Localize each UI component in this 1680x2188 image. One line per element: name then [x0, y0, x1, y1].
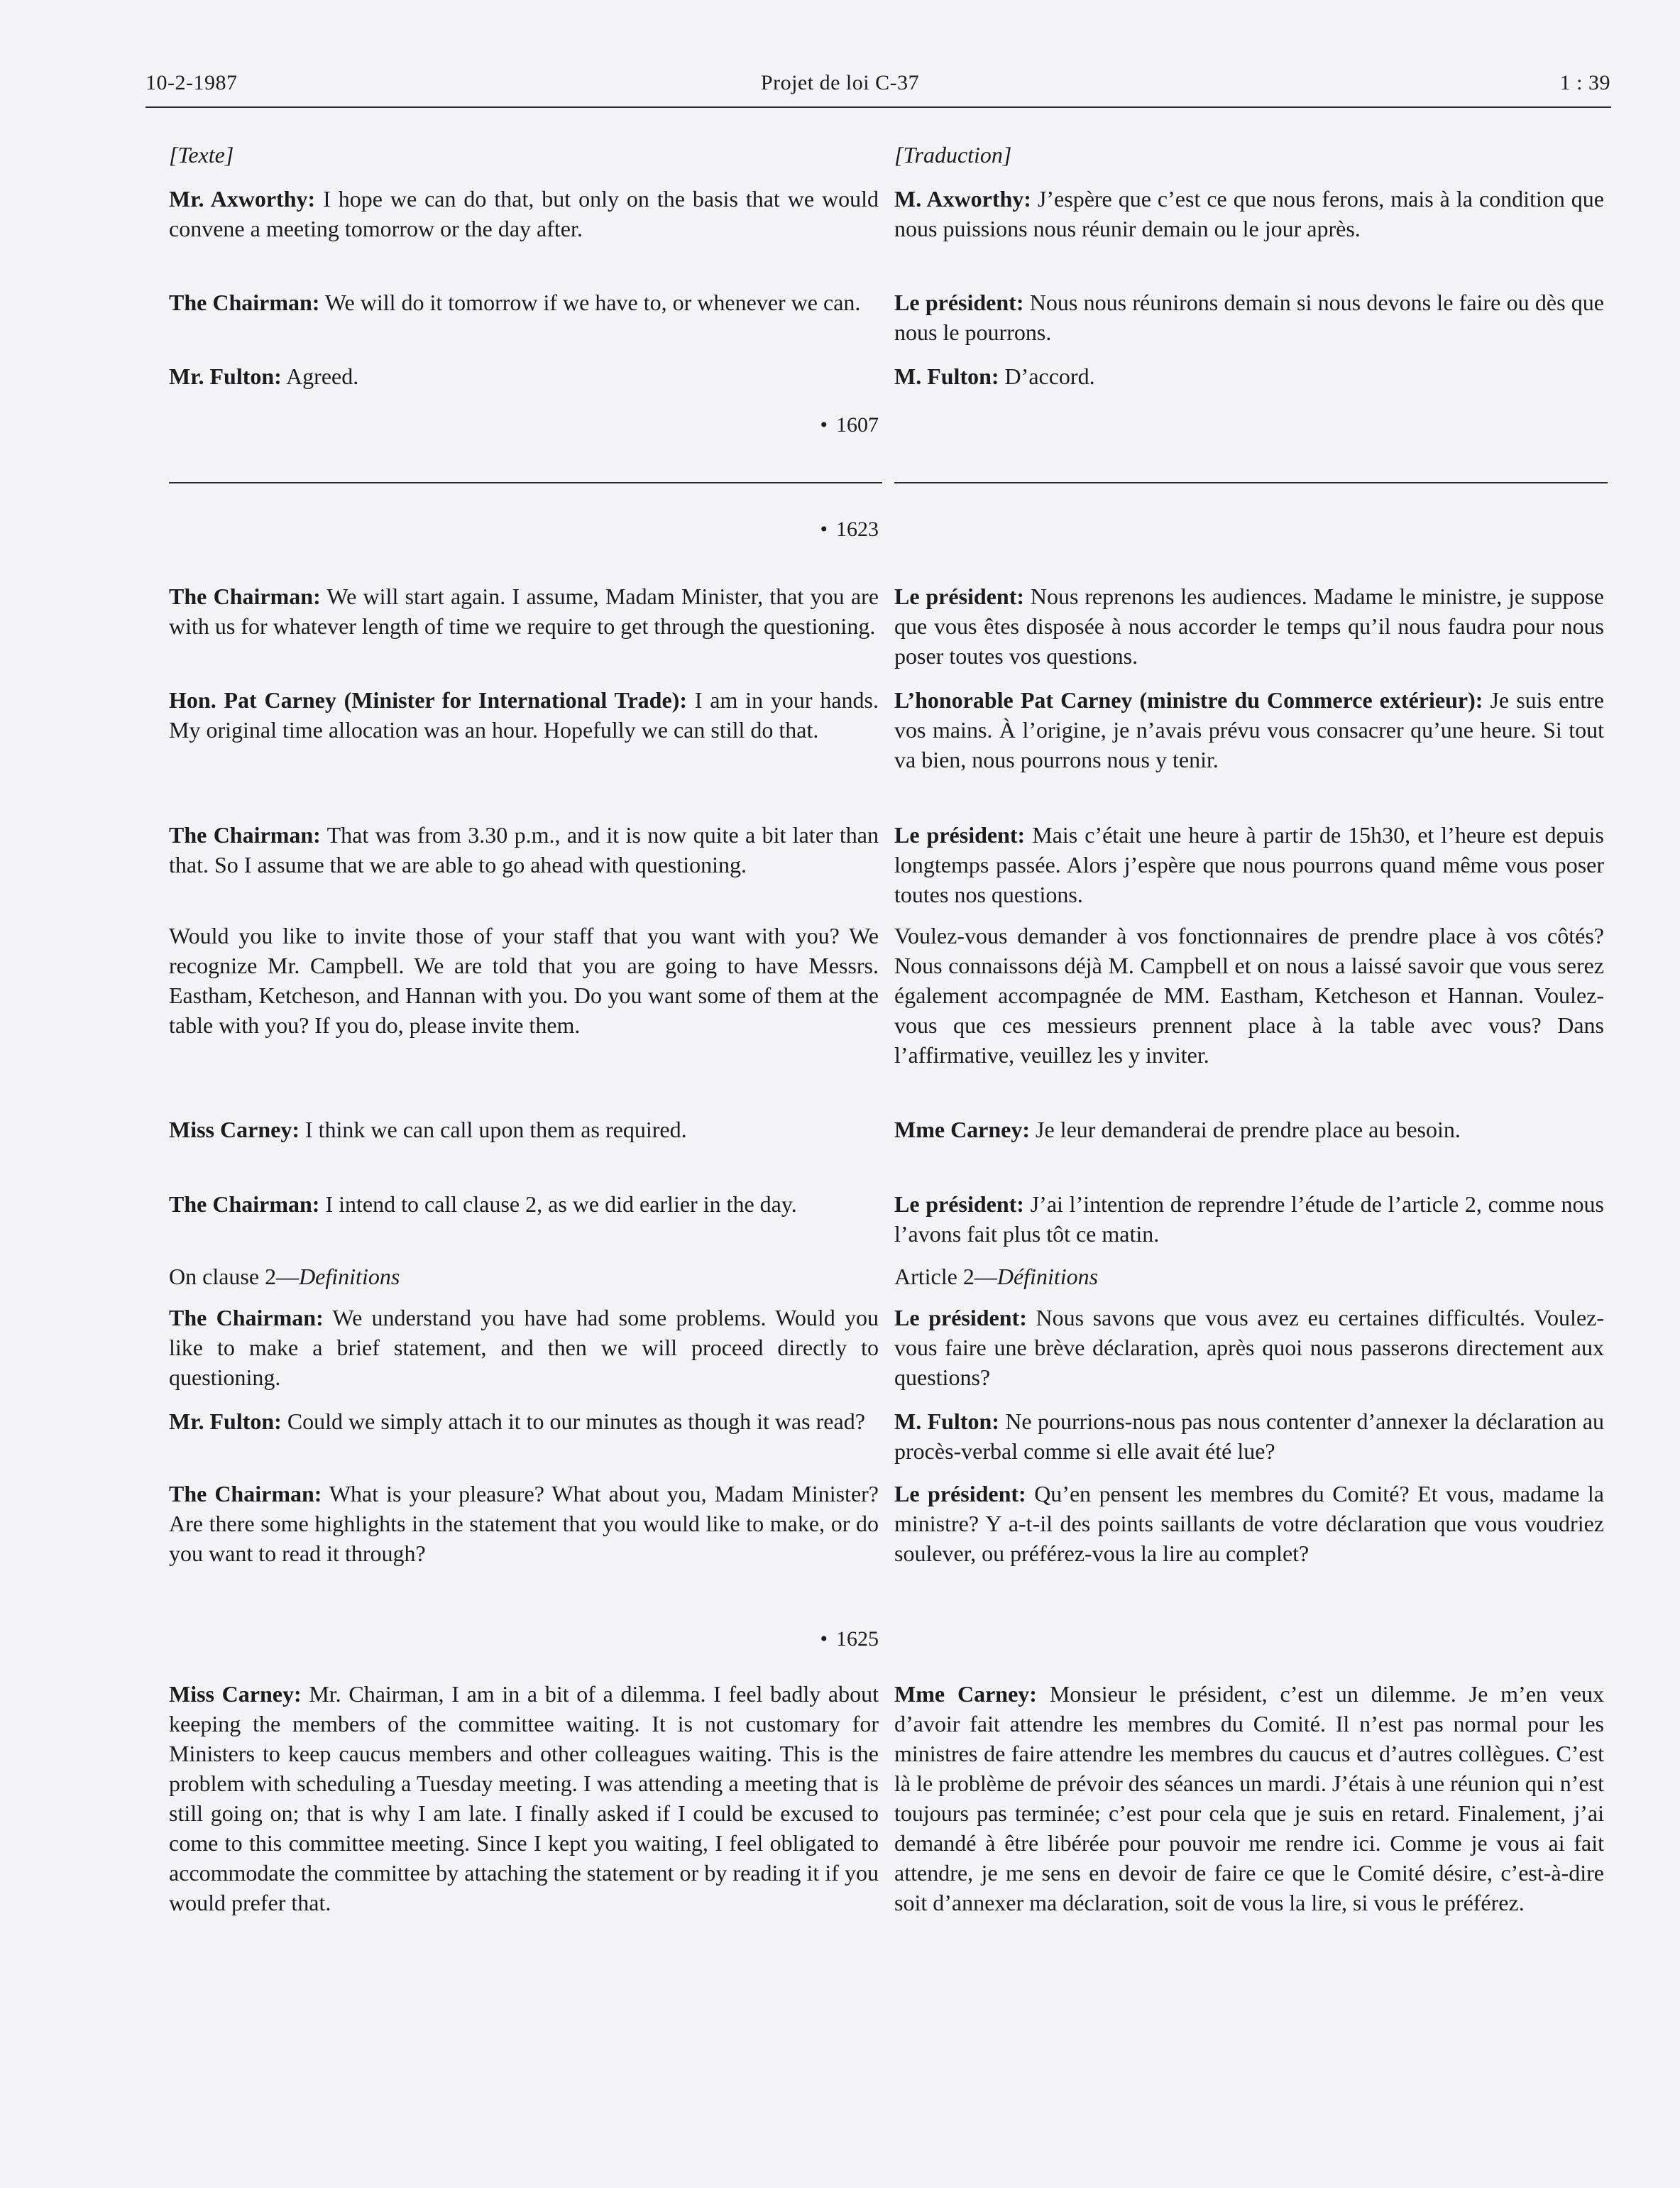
clause-title: Définitions [997, 1264, 1099, 1289]
header-page-number: 1 : 39 [1559, 71, 1610, 94]
paragraph [894, 1479, 1604, 1568]
paragraph [169, 1115, 879, 1144]
speaker-name: The Chairman: [169, 1191, 320, 1217]
paragraph [894, 820, 1604, 909]
speaker-name: Le président: [894, 822, 1026, 848]
header-date: 10-2-1987 [146, 71, 238, 94]
speaker-name: Mr. Axworthy: [169, 186, 316, 212]
speaker-name: Le président: [894, 1305, 1027, 1330]
speech-text: Je suis entre vos mains. À l’origine, je n’avais prévu vous consacrer qu’une heure. Si tout va bien, nous pourrons nous y tenir. [894, 687, 1605, 772]
section-tag: [Texte] [169, 142, 234, 168]
paragraph [169, 685, 879, 745]
speech-text: I am in your hands. My original time allocation was an hour. Hopefully we can still do that. [169, 687, 879, 743]
speech-text: We understand you have had some problems. Would you like to make a brief statement, and then we will proceed directly to questioning. [169, 1305, 879, 1390]
speaker-name: M. Fulton: [894, 1408, 999, 1434]
speaker-name: Mr. Fulton: [169, 363, 282, 389]
timestamp: • 1623 [820, 518, 879, 542]
speaker-name: Le président: [894, 290, 1024, 315]
timestamp: • 1607 [820, 413, 879, 437]
speech-text: Could we simply attach it to our minutes as though it was read? [281, 1408, 865, 1434]
paragraph [894, 1679, 1604, 1918]
header-title: Projet de loi C-37 [760, 71, 920, 94]
speaker-name: The Chairman: [169, 822, 321, 848]
paragraph [894, 361, 1604, 391]
speech-text: That was from 3.30 p.m., and it is now quite a bit later than that. So I assume that we are able to go ahead with questioning. [169, 822, 879, 877]
speaker-name: The Chairman: [169, 584, 321, 609]
text-tag [894, 140, 1604, 170]
speaker-name: The Chairman: [169, 290, 320, 315]
speech-text: Mais c’était une heure à partir de 15h30, et l’heure est depuis longtemps passée. Alors j’espère que nous pourrons quand même vous poser toutes nos questions. [894, 822, 1605, 907]
paragraph [894, 1303, 1604, 1392]
speech-text: Would you like to invite those of your staff that you want with you? We recognize Mr. Campbell. We are told that you are going to have Messrs. Eastham, Ketcheson, and Hannan with you. Do you want some of them at the table with you? If you do, please invite them. [169, 923, 879, 1038]
speech-text: What is your pleasure? What about you, Madam Minister? Are there some highlights in the statement that you would like to make, or do you want to read it through? [169, 1481, 879, 1566]
paragraph [894, 581, 1604, 671]
paragraph [169, 1406, 879, 1436]
paragraph [894, 1406, 1604, 1466]
paragraph [169, 184, 879, 244]
speech-text: We will start again. I assume, Madam Minister, that you are with us for whatever length of time we require to get through the questioning. [169, 584, 879, 639]
speaker-name: The Chairman: [169, 1305, 324, 1330]
speech-text: Nous nous réunirons demain si nous devons le faire ou dès que nous le pourrons. [894, 290, 1605, 345]
paragraph [169, 1679, 879, 1918]
speech-text: Je leur demanderai de prendre place au besoin. [1030, 1117, 1461, 1142]
paragraph [169, 581, 879, 641]
speech-text: I think we can call upon them as required. [299, 1117, 687, 1142]
speech-text: We will do it tomorrow if we have to, or whenever we can. [319, 290, 861, 315]
text-tag [169, 140, 879, 170]
speaker-name: Mme Carney: [894, 1117, 1031, 1142]
speaker-name: M. Axworthy: [894, 186, 1031, 212]
section-tag: [Traduction] [894, 142, 1012, 168]
paragraph [894, 685, 1604, 775]
speech-text: I hope we can do that, but only on the basis that we would convene a meeting tomorrow or the day after. [169, 186, 879, 241]
speaker-name: M. Fulton: [894, 363, 999, 389]
speech-text: Ne pourrions-nous pas nous contenter d’annexer la déclaration au procès-verbal comme si elle avait été lue? [894, 1408, 1605, 1464]
speaker-name: Le président: [894, 1481, 1026, 1506]
speaker-name: Le président: [894, 584, 1025, 609]
clause-prefix: Article 2— [894, 1264, 997, 1289]
section-rule [169, 482, 882, 483]
paragraph [169, 820, 879, 880]
paragraph [894, 1115, 1604, 1144]
clause-title: Definitions [299, 1264, 400, 1289]
speaker-name: L’honorable Pat Carney (ministre du Commerce extérieur): [894, 687, 1483, 713]
speaker-name: Hon. Pat Carney (Minister for International Trade): [169, 687, 687, 713]
section-rule [894, 482, 1608, 483]
speech-text: I intend to call clause 2, as we did earlier in the day. [319, 1191, 797, 1217]
paragraph [894, 921, 1604, 1070]
speech-text: J’ai l’intention de reprendre l’étude de l’article 2, comme nous l’avons fait plus tôt ce matin. [894, 1191, 1605, 1247]
speaker-name: Mme Carney: [894, 1681, 1037, 1707]
speaker-name: The Chairman: [169, 1481, 322, 1506]
speech-text: Qu’en pensent les membres du Comité? Et vous, madame la ministre? Y a-t-il des points saillants de votre déclaration que vous voudriez soulever, ou préférez-vous la lire au complet? [894, 1481, 1605, 1566]
clause-prefix: On clause 2— [169, 1264, 300, 1289]
speech-text: Mr. Chairman, I am in a bit of a dilemma. I feel badly about keeping the members of the committee waiting. It is not customary for Ministers to keep caucus members and other colleagues waiting. This is the problem with scheduling a Tuesday meeting. I was attending a meeting that is still going on; that is why I am late. I finally asked if I could be excused to come to this committee meeting. Since I kept you waiting, I feel obligated to accommodate the committee by attaching the statement or by reading it if you would prefer that. [169, 1681, 879, 1915]
paragraph [169, 288, 879, 317]
clause-heading [169, 1262, 879, 1291]
speech-text: J’espère que c’est ce que nous ferons, mais à la condition que nous puissions nous réunir demain ou le jour après. [894, 186, 1605, 241]
speech-text: Voulez-vous demander à vos fonctionnaires de prendre place à vos côtés? Nous connaissons déjà M. Campbell et on nous a laissé savoir que vous serez également accompagnée de MM. Eastham, Ketcheson et Hannan. Voulez-vous que ces messieurs prennent place à la table avec vous? Dans l’affirmative, veuillez les y inviter. [894, 923, 1604, 1068]
paragraph [894, 288, 1604, 347]
speech-text: Agreed. [281, 363, 359, 389]
paragraph [169, 1303, 879, 1392]
paragraph [894, 1189, 1604, 1249]
paragraph [169, 361, 879, 391]
speaker-name: Mr. Fulton: [169, 1408, 282, 1434]
paragraph [894, 184, 1604, 244]
speech-text: Monsieur le président, c’est un dilemme. Je m’en veux d’avoir fait attendre les membres du Comité. Il n’est pas normal pour les ministres de faire attendre les membres du caucus et d’autres collègues. C’est là le problème de prévoir des séances un mardi. J’étais à une réunion qui n’est toujours pas terminée; c’est pour cela que je suis en retard. Finalement, j’ai demandé à être libérée pour pouvoir me rendre ici. Comme je vous ai fait attendre, je me sens en devoir de faire ce que le Comité désire, c’est-à-dire soit d’annexer ma déclaration, soit de vous la lire, si vous le préférez. [894, 1681, 1605, 1915]
header-rule [146, 106, 1611, 108]
speech-text: Nous reprenons les audiences. Madame le ministre, je suppose que vous êtes disposée à nous accorder le temps qu’il nous faudra pour nous poser toutes vos questions. [894, 584, 1605, 669]
speaker-name: Le président: [894, 1191, 1024, 1217]
clause-heading [894, 1262, 1604, 1291]
speech-text: D’accord. [999, 363, 1095, 389]
paragraph [169, 1479, 879, 1568]
speaker-name: Miss Carney: [169, 1681, 302, 1707]
paragraph [169, 921, 879, 1040]
paragraph [169, 1189, 879, 1219]
speaker-name: Miss Carney: [169, 1117, 300, 1142]
speech-text: Nous savons que vous avez eu certaines difficultés. Voulez-vous faire une brève déclaration, après quoi nous passerons directement aux questions? [894, 1305, 1605, 1390]
timestamp: • 1625 [820, 1627, 879, 1651]
